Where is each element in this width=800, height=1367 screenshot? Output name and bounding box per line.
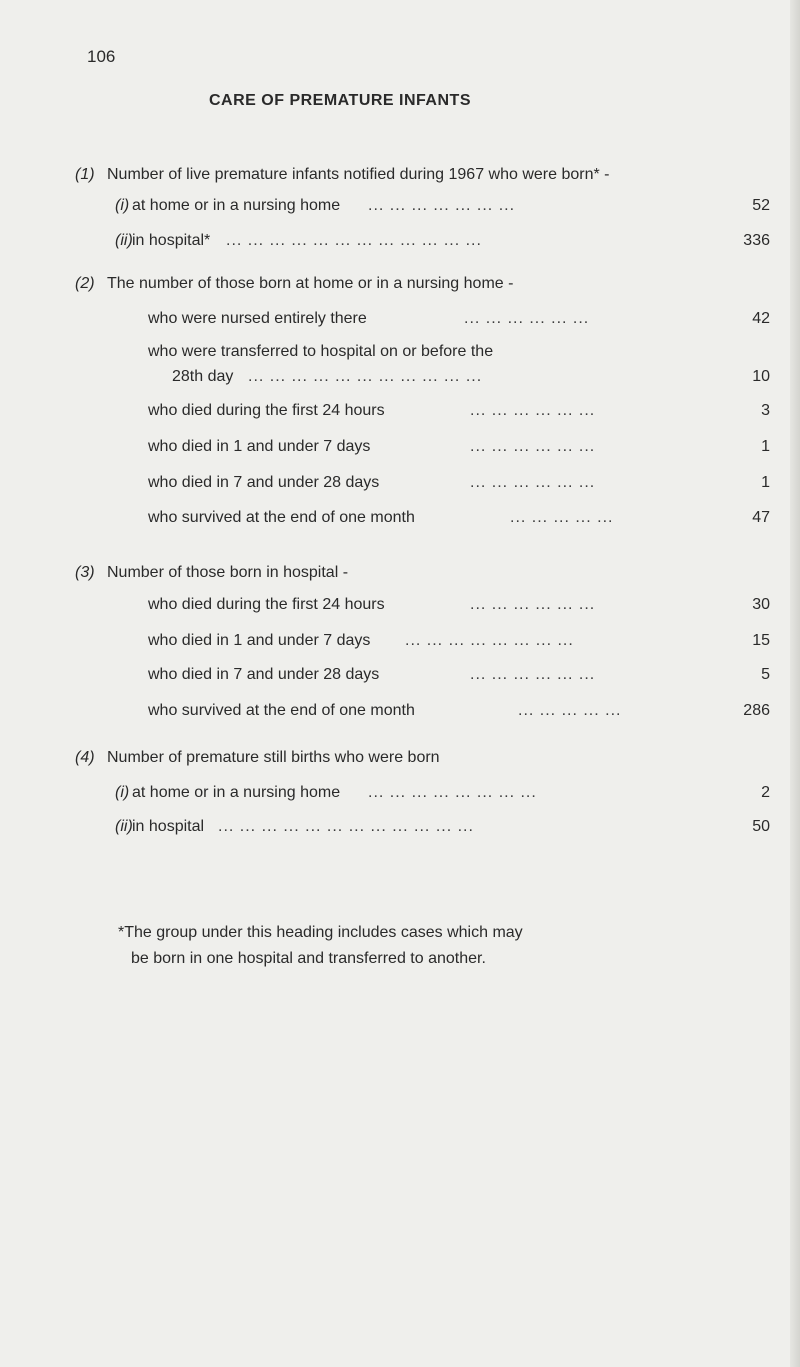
table-row [0,310,770,332]
leader-dots: ... ... ... ... ... ... [470,402,596,419]
section-heading-text: Number of those born in hospital - [107,564,349,581]
table-row [0,474,770,496]
section-heading-text: Number of premature still births who were born [107,749,440,766]
item-text: who died in 1 and under 7 days [148,438,371,455]
leader-dots: ... ... ... ... ... ... ... [368,197,516,214]
item-text-line1: who were transferred to hospital on or before the [148,343,494,360]
footnote-line-2: be born in one hospital and transferred to another. [131,950,486,967]
table-row [0,509,770,531]
page-title: CARE OF PREMATURE INFANTS [209,92,471,109]
leader-dots: ... ... ... ... ... [510,509,614,526]
leader-dots: ... ... ... ... ... ... ... ... ... ... ... ... [218,818,474,835]
item-text: who survived at the end of one month [148,702,415,719]
item-value: 30 [752,596,770,613]
item-text: in hospital [132,818,205,835]
section-heading-text: The number of those born at home or in a nursing home - [107,275,514,292]
item-value: 47 [752,509,770,526]
page-number: 106 [87,47,116,66]
footnote-line-1: *The group under this heading includes cases which may [118,924,523,941]
section-label: (2) [75,275,95,292]
item-value: 286 [743,702,770,719]
leader-dots: ... ... ... ... ... [518,702,622,719]
section-label: (3) [75,564,95,581]
leader-dots: ... ... ... ... ... ... [470,438,596,455]
item-text: who were nursed entirely there [148,310,367,327]
table-row [0,197,770,219]
item-value: 15 [752,632,770,649]
item-text: who died in 7 and under 28 days [148,666,380,683]
section-2-heading [75,275,513,293]
item-value: 336 [743,232,770,249]
section-heading-text: Number of live premature infants notified during 1967 who were born* - [107,166,610,183]
page-edge [790,0,800,1367]
table-row [0,232,770,254]
item-value: 1 [761,438,770,455]
item-text: 28th day [172,368,234,385]
table-row [0,438,770,460]
item-text: who died in 7 and under 28 days [148,474,380,491]
table-row [0,784,770,806]
section-label: (1) [75,166,95,183]
table-row [0,368,770,390]
leader-dots: ... ... ... ... ... ... [464,310,590,327]
item-value: 42 [752,310,770,327]
table-row [0,632,770,654]
item-text: at home or in a nursing home [132,784,341,801]
item-value: 52 [752,197,770,214]
leader-dots: ... ... ... ... ... ... ... ... [405,632,574,649]
item-label: (ii) [115,818,133,835]
leader-dots: ... ... ... ... ... ... ... ... ... ... ... ... [226,232,482,249]
leader-dots: ... ... ... ... ... ... [470,666,596,683]
item-label: (ii) [115,232,133,249]
item-text: who died in 1 and under 7 days [148,632,371,649]
item-value: 10 [752,368,770,385]
item-text: in hospital* [132,232,211,249]
table-row [0,702,770,724]
leader-dots: ... ... ... ... ... ... ... ... [368,784,537,801]
item-label: (i) [115,784,130,801]
item-text: who died during the first 24 hours [148,596,385,613]
leader-dots: ... ... ... ... ... ... [470,474,596,491]
section-label: (4) [75,749,95,766]
table-row [0,402,770,424]
item-label: (i) [115,197,130,214]
section-1-heading [75,166,610,184]
leader-dots: ... ... ... ... ... ... [470,596,596,613]
item-value: 1 [761,474,770,491]
item-value: 50 [752,818,770,835]
leader-dots: ... ... ... ... ... ... ... ... ... ... ... [248,368,483,385]
item-value: 3 [761,402,770,419]
item-text: at home or in a nursing home [132,197,341,214]
table-row [0,666,770,688]
section-4-heading [75,749,440,767]
item-text: who died during the first 24 hours [148,402,385,419]
section-3-heading [75,564,348,582]
item-value: 2 [761,784,770,801]
item-text: who survived at the end of one month [148,509,415,526]
table-row [0,818,770,840]
table-row [0,596,770,618]
item-value: 5 [761,666,770,683]
